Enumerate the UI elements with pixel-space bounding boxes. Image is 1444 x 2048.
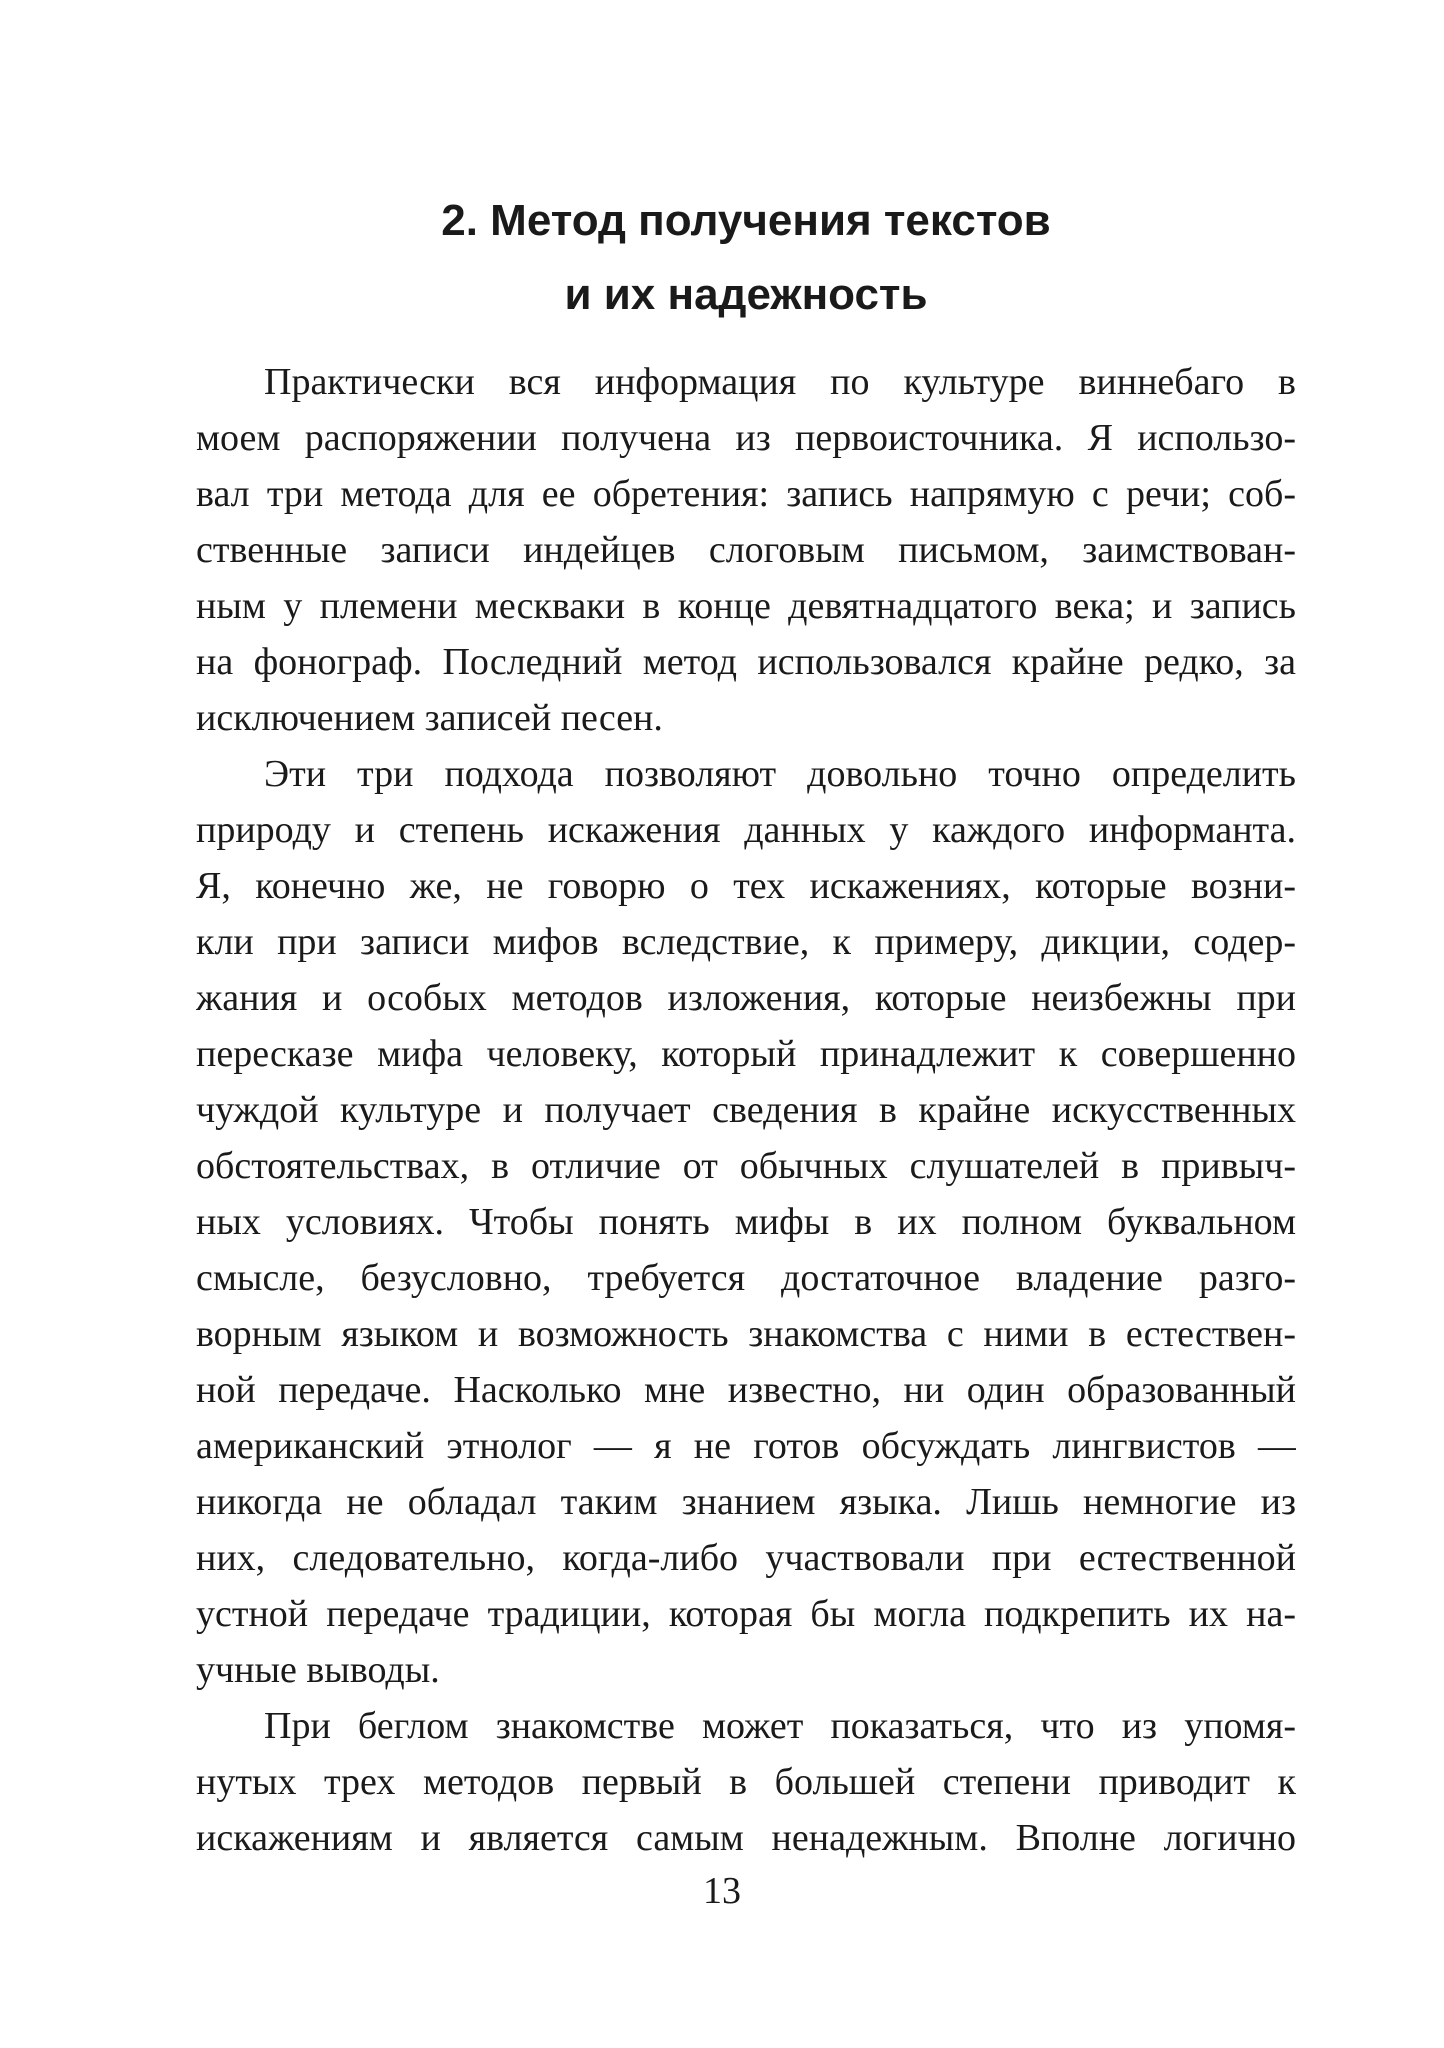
text-line: чуждой культуре и получает сведения в крайне искусственных bbox=[196, 1089, 1296, 1131]
text-line: вал три метода для ее обретения: запись напрямую с речи; соб- bbox=[196, 473, 1296, 515]
text-line: ственные записи индейцев слоговым письмом, заимствован- bbox=[196, 529, 1296, 571]
text-line: искажениям и является самым ненадежным. Вполне логично bbox=[196, 1817, 1296, 1859]
chapter-heading bbox=[196, 184, 1296, 332]
paragraph-3 bbox=[196, 1698, 1296, 1866]
text-line: жания и особых методов изложения, которые неизбежны при bbox=[196, 977, 1296, 1019]
paragraph-2 bbox=[196, 746, 1296, 1698]
text-line: учные выводы. bbox=[196, 1649, 440, 1691]
body-text bbox=[196, 354, 1296, 1866]
paragraph-1 bbox=[196, 354, 1296, 746]
text-line: ной передаче. Насколько мне известно, ни один образованный bbox=[196, 1369, 1296, 1411]
text-line: природу и степень искажения данных у каждого информанта. bbox=[196, 809, 1296, 851]
chapter-heading-line-2: и их надежность bbox=[564, 270, 928, 319]
text-line: ных условиях. Чтобы понять мифы в их полном буквальном bbox=[196, 1201, 1296, 1243]
text-line: устной передаче традиции, которая бы могла подкрепить их на- bbox=[196, 1593, 1296, 1635]
text-line: Эти три подхода позволяют довольно точно определить bbox=[264, 753, 1296, 795]
text-line: смысле, безусловно, требуется достаточное владение разго- bbox=[196, 1257, 1296, 1299]
text-line: ным у племени мескваки в конце девятнадцатого века; и запись bbox=[196, 585, 1296, 627]
text-line: на фонограф. Последний метод использовался крайне редко, за bbox=[196, 641, 1296, 683]
text-line: никогда не обладал таким знанием языка. Лишь немногие из bbox=[196, 1481, 1296, 1523]
text-line: них, следовательно, когда-либо участвовали при естественной bbox=[196, 1537, 1296, 1579]
text-line: кли при записи мифов вследствие, к примеру, дикции, содер- bbox=[196, 921, 1296, 963]
text-line: При беглом знакомстве может показаться, что из упомя- bbox=[264, 1705, 1296, 1747]
page-number: 13 bbox=[703, 1870, 741, 1912]
text-line: нутых трех методов первый в большей степени приводит к bbox=[196, 1761, 1296, 1803]
text-line: обстоятельствах, в отличие от обычных слушателей в привыч- bbox=[196, 1145, 1296, 1187]
chapter-heading-line-1: 2. Метод получения текстов bbox=[441, 196, 1051, 245]
text-line: моем распоряжении получена из первоисточника. Я использо- bbox=[196, 417, 1296, 459]
text-line: американский этнолог — я не готов обсуждать лингвистов — bbox=[196, 1425, 1296, 1467]
text-line: исключением записей песен. bbox=[196, 697, 663, 739]
text-line: Практически вся информация по культуре виннебаго в bbox=[264, 361, 1296, 403]
text-line: пересказе мифа человеку, который принадлежит к совершенно bbox=[196, 1033, 1296, 1075]
text-line: ворным языком и возможность знакомства с ними в естествен- bbox=[196, 1313, 1296, 1355]
text-line: Я, конечно же, не говорю о тех искажениях, которые возни- bbox=[196, 865, 1296, 907]
